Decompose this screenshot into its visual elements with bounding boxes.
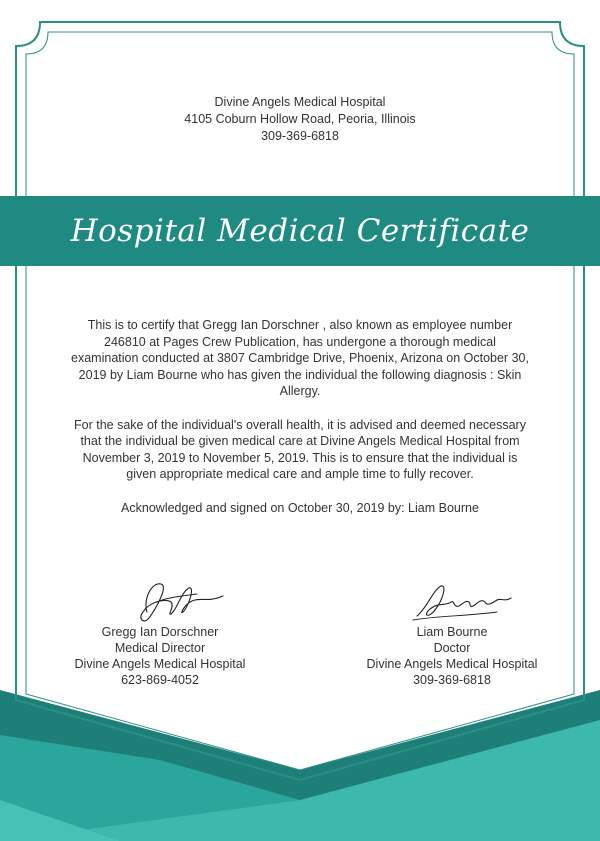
certification-paragraph: This is to certify that Gregg Ian Dorschner , also known as employee number 246810 at Pages Crew Publication, has undergone a thorough medical examination conducted at 3807 Cambridge Drive, Phoenix, Arizona on October 30, 2019 by Liam Bourne who has given the individual the following diagnosis : Skin Allergy.	[71, 318, 529, 398]
hospital-name: Divine Angels Medical Hospital	[214, 95, 386, 109]
signature-block-left	[60, 572, 260, 688]
recommendation-paragraph: For the sake of the individual's overall health, it is advised and deemed necessary that the individual be given medical care at Divine Angels Medical Hospital from November 3, 2019 to November 5, 2019. This is to ensure that the individual is given appropriate medical care and ample time to fully recover.	[74, 417, 526, 481]
left-signatory-name: Gregg Ian Dorschner	[101, 625, 219, 639]
right-signatory-title: Doctor	[433, 641, 471, 655]
right-signatory-organization: Divine Angels Medical Hospital	[366, 657, 538, 671]
signature-block-right	[352, 572, 552, 688]
left-signatory-phone: 623-869-4052	[121, 673, 199, 687]
hospital-header	[0, 94, 600, 145]
right-signatory-phone: 309-369-6818	[413, 673, 491, 687]
title-banner	[0, 196, 600, 266]
certificate-title: Hospital Medical Certificate	[70, 213, 530, 249]
hospital-address: 4105 Coburn Hollow Road, Peoria, Illinois	[184, 112, 416, 126]
acknowledgement-line: Acknowledged and signed on October 30, 2019 by: Liam Bourne	[121, 500, 479, 515]
signature-right-image	[377, 572, 527, 624]
hospital-phone: 309-369-6818	[261, 129, 339, 143]
right-signatory-name: Liam Bourne	[416, 625, 488, 639]
signature-left-image	[85, 572, 235, 624]
certificate-body	[70, 317, 530, 516]
left-signatory-title: Medical Director	[114, 641, 206, 655]
left-signatory-organization: Divine Angels Medical Hospital	[74, 657, 246, 671]
